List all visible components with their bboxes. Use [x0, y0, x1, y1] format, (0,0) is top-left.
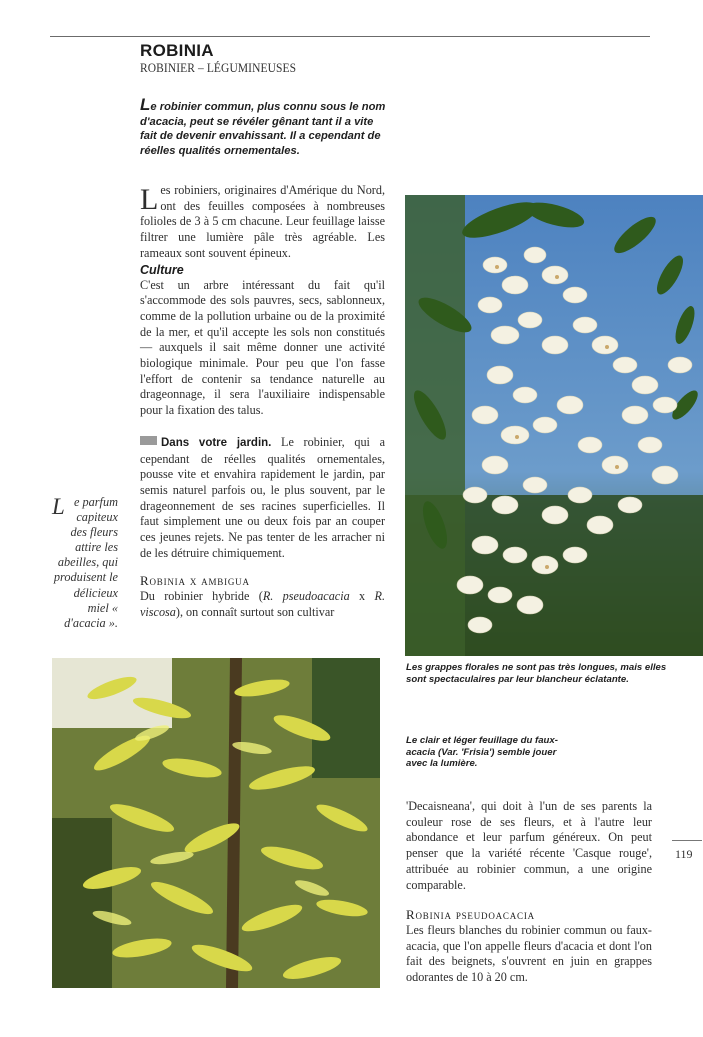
pseudoacacia-heading: Robinia pseudoacacia: [406, 907, 535, 923]
page-number: 119: [675, 847, 693, 861]
culture-heading: Culture: [140, 262, 184, 277]
side-note: [52, 495, 118, 631]
page-number-rule: [672, 840, 702, 841]
flowers-caption: Les grappes florales ne sont pas très longues, mais elles sont spectaculaires par leur blancheur éclatante.: [406, 662, 667, 685]
page-title: ROBINIA: [140, 41, 214, 60]
culture-text: C'est un arbre intéressant du fait qu'il s'accommode des sols pauvres, secs, sablonneux, comme de la pollution urbaine ou de la proximité de la mer, et qu'il accepte les sols non constitués — auxquels il sait même donner une activité biologique minimale. Pour peu que l'on fasse l'effort de contenir sa tendance naturelle au drageonnage, il sera l'auxiliaire indispensable pour la fixation des talus.: [140, 277, 385, 418]
ambigua-paragraph: [140, 589, 385, 620]
lead-paragraph: [140, 95, 390, 158]
frisia-foliage-illustration: [52, 658, 380, 988]
ambigua-heading: Robinia x ambigua: [140, 573, 250, 589]
square-bullet-icon: [140, 436, 157, 445]
intro-paragraph: [140, 183, 385, 262]
side-note-text: e parfum capiteux des fleurs attire les abeilles, qui produisent le délicieux miel « d'acacia ».: [53, 495, 118, 630]
jardin-heading: Dans votre jardin.: [161, 436, 272, 449]
intro-dropcap: L: [140, 183, 159, 216]
lead-text: e robinier commun, plus connu sous le nom d'acacia, peut se révéler gênant tant il a vite fait de devenir envahissant. Il a cependant de réelles qualités ornementales.: [140, 101, 386, 157]
left-column-text: [140, 183, 385, 621]
jardin-text: Le robinier, qui a cependant de réelles qualités ornementales, pousse vite et envahira rapidement le jardin, par semis naturel parfois ou, le plus souvent, par le drageonnement de ses racines superficielles. Il faut simplement une ou deux fois par an couper ces jeunes rejets. Ne pas tenter de les arracher ni de les détruire chimiquement.: [140, 434, 385, 560]
ambigua-text-b: x: [349, 589, 375, 604]
frisia-foliage-photo: [52, 658, 380, 988]
pseudoacacia-text: Les fleurs blanches du robinier commun ou faux-acacia, que l'on appelle fleurs d'acacia et dont l'on fait des beignets, s'ouvrent en juin en grappes odorantes de 10 à 20 cm.: [406, 922, 652, 985]
side-note-dropcap: L: [52, 494, 65, 519]
ambigua-text-c: ), on connaît surtout son cultivar: [175, 604, 335, 619]
ambigua-italic-a: R. pseudoacacia: [262, 589, 350, 604]
acacia-flowers-illustration: [405, 195, 703, 656]
page-subtitle: ROBINIER – LÉGUMINEUSES: [140, 61, 297, 75]
right-column-text: [406, 799, 652, 986]
continued-text: 'Decaisneana', qui doit à l'un de ses parents la couleur rose de ses fleurs, et à l'autre leur abondance et leur parfum généreux. On peut penser que la variété récente 'Casque rouge', attribuée au robinier commun, a une origine comparable.: [406, 799, 652, 892]
intro-text: es robiniers, originaires d'Amérique du Nord, ont des feuilles composées à nombreuses folioles de 3 à 5 cm chacune. Leur feuillage laisse filtrer une lumière pâle très agréable. Les rameaux sont souvent épineux.: [140, 183, 385, 260]
lead-dropcap: L: [140, 95, 151, 114]
foliage-caption: Le clair et léger feuillage du faux-acacia (Var. 'Frisia') semble jouer avec la lumière.: [406, 735, 558, 770]
ambigua-text-a: Du robinier hybride (: [140, 589, 263, 604]
top-rule: [50, 36, 650, 37]
jardin-paragraph: [140, 435, 385, 562]
acacia-flowers-photo: [405, 195, 703, 656]
ambigua-italic-b: R. viscosa: [140, 589, 385, 619]
